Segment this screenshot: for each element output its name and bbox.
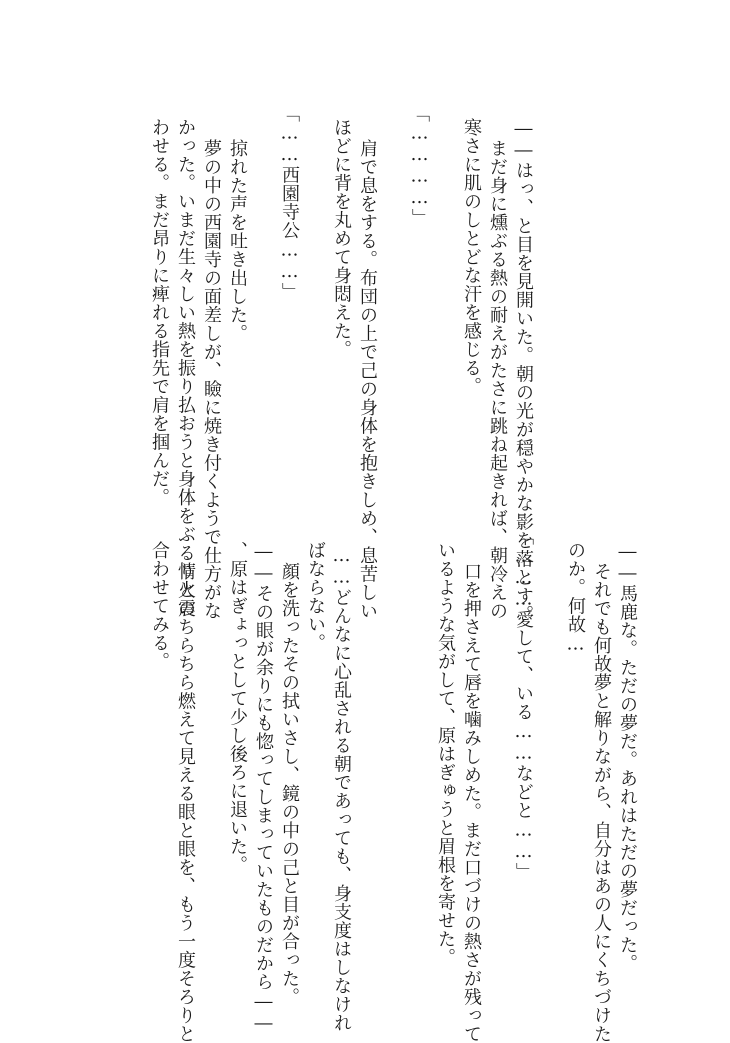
text-line: 合わせてみる。 [149,541,170,671]
text-line: 顔を洗ったその拭いさし、鏡の中の己と目が合った。 [279,562,300,1006]
text-line: ――その眼が余りにも惚ってしまっていたものだから―― [253,541,274,1034]
text-line: まだ身に燻ぶる熱の耐えがたさに跳ね起きれば、朝冷えの [487,139,508,620]
text-line: わせる。まだ昂りに痺れる指先で肩を掴んだ。 [149,118,170,507]
text-line: 寒さに肌のしとどな汗を感じる。 [461,118,482,396]
text-line: のか。何故… [565,541,586,655]
dialogue-line: 「……西園寺公……」 [279,104,300,301]
text-line: いるような気がして、原はぎゅうと眉根を寄せた。 [435,541,456,967]
text-line: ほどに背を丸めて身悶えた。 [331,118,352,359]
text-line: ……どんなに心乱される朝であっても、身支度はしなけれ [331,545,352,1032]
text-line: 、原はぎょっとして少し後ろに退いた。 [227,541,248,874]
text-line: 掠れた声を吐き出した。 [227,139,248,343]
text-line: ばならない。 [305,541,326,652]
text-line: ――馬鹿な。ただの夢だ。あれはただの夢だった。 [617,541,638,973]
dialogue-line: 「………愛して、いる……などと……」 [513,527,534,881]
text-line: 口を押さえて唇を噛みしめた。まだ口づけの熱さが残って [461,562,482,1043]
text-line: 肩で息をする。布団の上で己の身体を抱きしめ、息苦しい [357,139,378,620]
dialogue-line: 「…………」 [409,104,430,227]
text-line: かった。いまだ生々しい熱を振り払おうと身体をぶるりと震 [175,118,196,618]
text-line: それでも何故夢と解りながら、自分はあの人にくちづけた [591,562,612,1043]
text-line: 情火のちらちら燃えて見える眼と眼を、もう一度そろりと [175,562,196,1043]
text-line: 夢の中の西園寺の面差しが、瞼に焼き付くようで仕方がな [201,139,222,620]
text-line: ――はっ、と目を見開いた。朝の光が穏やかな影を落とす。 [513,118,534,624]
